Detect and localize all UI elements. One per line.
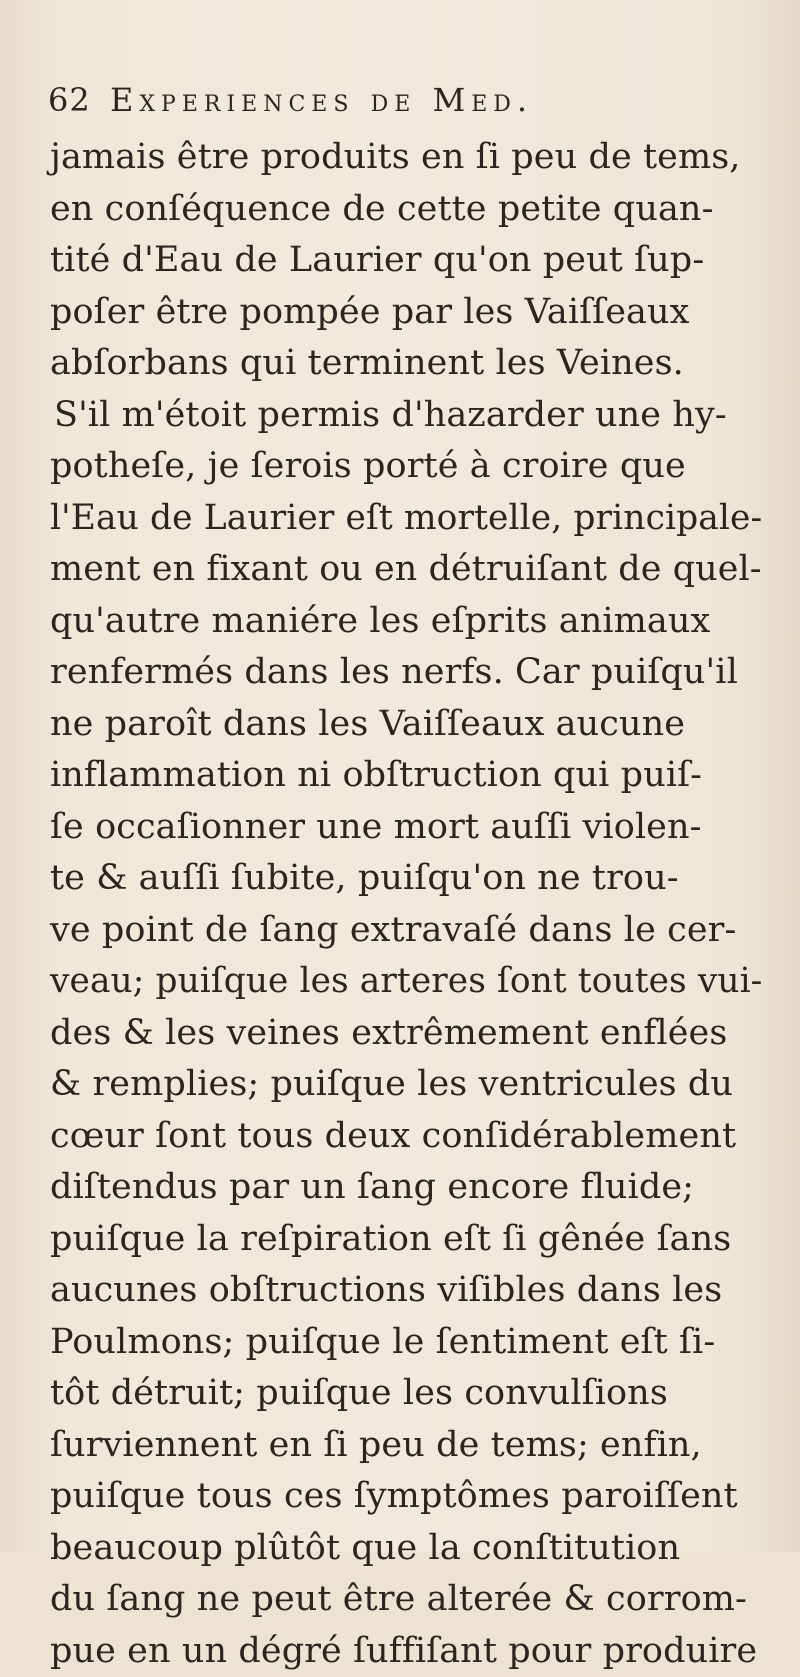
text-line: beaucoup plûtôt que la conſtitution — [50, 1523, 790, 1575]
text-line: ve point de ſang extravaſé dans le cer- — [50, 905, 790, 957]
text-line: tôt détruit; puiſque les convulſions — [50, 1368, 790, 1420]
text-line: ment en fixant ou en détruiſant de quel- — [50, 544, 788, 596]
text-line: pue en un dégré ſuffiſant pour produire — [50, 1626, 790, 1677]
text-line: S'il m'étoit permis d'hazarder une hy- — [50, 390, 790, 442]
text-line: diſtendus par un ſang encore fluide; — [50, 1162, 790, 1214]
text-line: inflammation ni obſtruction qui puiſ- — [50, 750, 790, 802]
page-header — [48, 78, 768, 122]
page-number: 62 — [48, 78, 91, 122]
text-line: cœur ſont tous deux conſidérablement — [50, 1111, 790, 1163]
text-line: ſurviennent en ſi peu de tems; enfin, — [50, 1420, 790, 1472]
running-head: Experiences de Med. — [110, 78, 533, 122]
text-line: ne paroît dans les Vaiſſeaux aucune — [50, 699, 790, 751]
text-line: puiſque tous ces ſymptômes paroiſſent — [50, 1471, 790, 1523]
text-line: veau; puiſque les arteres ſont toutes vui- — [50, 956, 777, 1008]
text-line: renfermés dans les nerfs. Car puiſqu'il — [50, 647, 790, 699]
text-line: abſorbans qui terminent les Veines. — [50, 338, 790, 390]
text-line: aucunes obſtructions viſibles dans les — [50, 1265, 790, 1317]
body-text — [50, 132, 790, 1677]
text-line: tité d'Eau de Laurier qu'on peut ſup- — [50, 235, 790, 287]
text-line: en conſéquence de cette petite quan- — [50, 184, 790, 236]
text-line: l'Eau de Laurier eſt mortelle, principale- — [50, 493, 779, 545]
text-line: poſer être pompée par les Vaiſſeaux — [50, 287, 790, 339]
text-line: te & auſſi ſubite, puiſqu'on ne trou- — [50, 853, 790, 905]
text-line: potheſe, je ſerois porté à croire que — [50, 441, 790, 493]
text-line: ſe occaſionner une mort auſſi violen- — [50, 802, 790, 854]
text-line: qu'autre maniére les eſprits animaux — [50, 596, 790, 648]
text-line: jamais être produits en ſi peu de tems, — [50, 132, 790, 184]
text-line: Poulmons; puiſque le ſentiment eſt ſi- — [50, 1317, 790, 1369]
text-line: puiſque la reſpiration eſt ſi gênée ſans — [50, 1214, 790, 1266]
text-line: & remplies; puiſque les ventricules du — [50, 1059, 790, 1111]
text-line: du ſang ne peut être alterée & corrom- — [50, 1574, 790, 1626]
text-line: des & les veines extrêmement enflées — [50, 1008, 790, 1060]
